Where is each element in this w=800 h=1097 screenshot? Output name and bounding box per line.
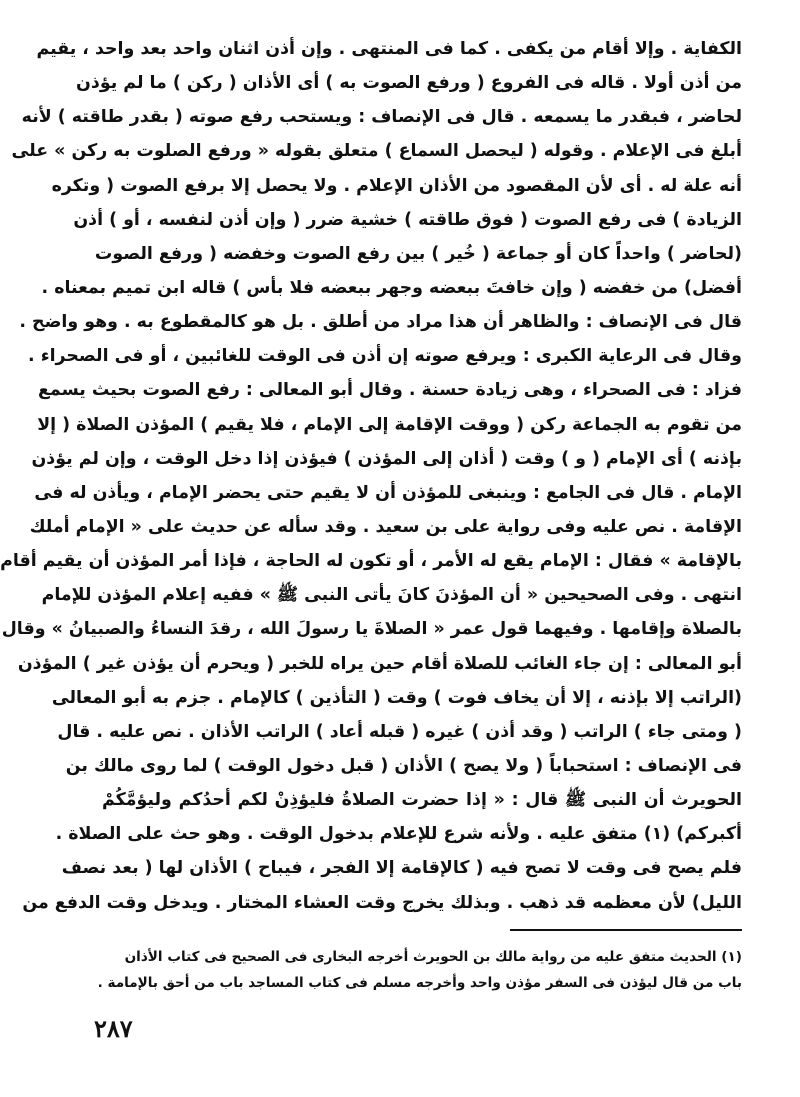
text-line: ( ومتى جاء ) الراتب ( وقد أذن ) غيره ( قبله أعاد ) الراتب الأذان . نص عليه . قال bbox=[57, 721, 742, 742]
text-line: بإذنه ) أى الإمام ( و ) وقت ( أذان إلى المؤذن ) فيؤذن إذا دخل الوقت ، وإن لم يؤذن bbox=[31, 448, 742, 469]
text-line: أبلغ فى الإعلام . وقوله ( ليحصل السماع ) متعلق بقوله « ورفع الصلوت به ركن » على bbox=[11, 141, 742, 162]
text-line: فى الإنصاف : استحباباً ( ولا يصح ) الأذان ( قبل دخول الوقت ) لما روى مالك بن bbox=[65, 755, 742, 776]
page-number: ٢٨٧ bbox=[94, 1014, 133, 1043]
footnote-line: باب من قال ليؤذن فى السفر مؤذن واحد وأخرجه مسلم فى كتاب المساجد باب من أحق بالإمامة . bbox=[97, 975, 742, 991]
text-line: الحويرث أن النبى ﷺ قال : « إذا حضرت الصلاةُ فليؤذِنْ لكم أحدُكم وليؤمَّكُمْ bbox=[102, 790, 742, 811]
text-line: فلم يصح فى وقت لا تصح فيه ( كالإقامة إلا الفجر ، فيباح ) الأذان لها ( بعد نصف bbox=[61, 858, 742, 879]
text-line: بالصلاة وإقامها . وفيهما قول عمر « الصلاةَ يا رسولَ الله ، رقدَ النساءُ والصبيانُ » وقال bbox=[1, 619, 742, 640]
text-line: قال فى الإنصاف : والظاهر أن هذا مراد من أطلق . بل هو كالمقطوع به . وهو واضح . bbox=[19, 312, 742, 333]
text-line: أفضل) من خفضه ( وإن خافتَ ببعضه وجهر ببعضه فلا بأس ) قاله ابن تميم بمعناه . bbox=[41, 277, 742, 298]
text-line: (لحاضر ) واحداً كان أو جماعة ( خُير ) بين رفع الصوت وخفضه ( ورفع الصوت bbox=[94, 243, 742, 264]
text-line: من أذن أولا . قاله فى الفروع ( ورفع الصوت به ) أى الأذان ( ركن ) ما لم يؤذن bbox=[76, 73, 742, 94]
text-line: أكبركم) (١) متفق عليه . ولأنه شرع للإعلام بدخول الوقت . وهو حث على الصلاة . bbox=[55, 824, 742, 845]
text-line: الإمام . قال فى الجامع : وينبغى للمؤذن أن لا يقيم حتى يحضر الإمام ، ويأذن له فى bbox=[34, 482, 742, 503]
text-line: الزيادة ) فى رفع الصوت ( فوق طاقته ) خشية ضرر ( وإن أذن لنفسه ، أو ) أذن bbox=[73, 209, 742, 230]
text-line: بالإقامة » فقال : الإمام يقع له الأمر ، أو تكون له الحاجة ، فإذا أمر المؤذن أن يقيم أقام bbox=[0, 551, 742, 572]
text-line: فزاد : فى الصحراء ، وهى زيادة حسنة . وقال أبو المعالى : رفع الصوت بحيث يسمع bbox=[38, 380, 742, 401]
text-line: لحاضر ، فبقدر ما يسمعه . قال فى الإنصاف : ويستحب رفع صوته ( بقدر طاقته ) لأنه bbox=[21, 107, 742, 128]
text-line: أنه علة له . أى لأن المقصود من الأذان الإعلام . ولا يحصل إلا برفع الصوت ( وتكره bbox=[51, 175, 742, 196]
text-line: الكفاية . وإلا أقام من يكفى . كما فى المنتهى . وإن أذن اثنان واحد بعد واحد ، يقيم bbox=[36, 39, 742, 59]
footnote-line: (١) الحديث متفق عليه من رواية مالك بن الحويرث أخرجه البخارى فى الصحيح فى كتاب الأذان bbox=[124, 949, 742, 965]
text-line: الإقامة . نص عليه وفى رواية على بن سعيد . وقد سأله عن حديث على « الإمام أملك bbox=[29, 516, 742, 537]
main-text-block bbox=[0, 32, 742, 920]
text-line: انتهى . وفى الصحيحين « أن المؤذنَ كانَ يأتى النبى ﷺ » ففيه إعلام المؤذن للإمام bbox=[41, 585, 742, 606]
footnotes-block bbox=[97, 944, 742, 996]
text-line: من تقوم به الجماعة ركن ( ووقت الإقامة إلى الإمام ، فلا يقيم ) المؤذن الصلاة ( إلا bbox=[37, 414, 742, 435]
text-line: الليل) لأن معظمه قد ذهب . وبذلك يخرج وقت العشاء المختار . ويدخل وقت الدفع من bbox=[22, 892, 742, 913]
text-line: (الراتب إلا بإذنه ، إلا أن يخاف فوت ) وقت ( التأذين ) كالإمام . جزم به أبو المعالى bbox=[51, 687, 742, 708]
footnote-separator bbox=[510, 929, 742, 931]
text-line: وقال فى الرعاية الكبرى : ويرفع صوته إن أذن فى الوقت للغائبين ، أو فى الصحراء . bbox=[28, 346, 742, 367]
text-line: أبو المعالى : إن جاء الغائب للصلاة أقام حين يراه للخبر ( ويحرم أن يؤذن غير ) المؤذن bbox=[17, 653, 742, 674]
